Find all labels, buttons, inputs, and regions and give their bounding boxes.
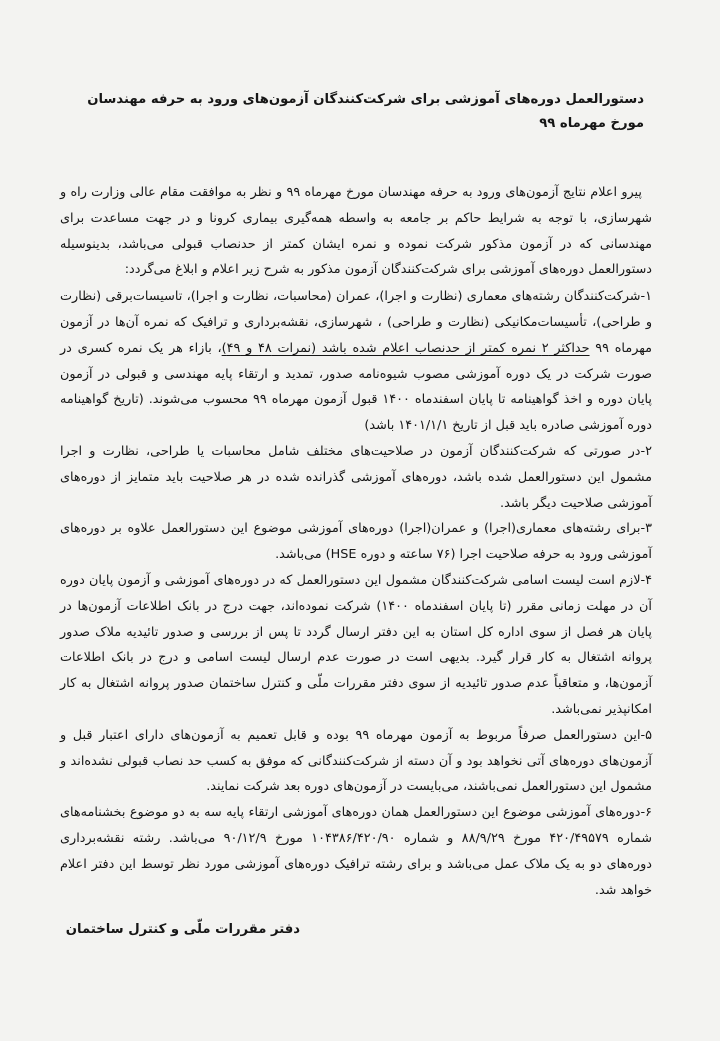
list-item xyxy=(60,568,652,723)
signature-office: دفتر مقررات ملّی و کنترل ساختمان xyxy=(65,922,300,937)
item-number: ۴- xyxy=(640,572,652,588)
item-number: ۵- xyxy=(640,727,652,743)
list-item xyxy=(60,516,652,568)
list-item xyxy=(60,800,652,903)
list-item xyxy=(60,284,652,439)
list-item xyxy=(60,723,652,800)
item-number: ۲- xyxy=(640,443,652,459)
item-text: دوره‌های آموزشی موضوع این دستورالعمل همان دوره‌های آموزشی ارتقاء پایه سه به دو موضوع بخشنامه‌های شماره ۴۲۰/۴۹۵۷۹ مورخ ۸۸/۹/۲۹ و شماره ۱۰۴۳۸۶/۴۲۰/۹۰ مورخ ۹۰/۱۲/۹ می‌باشد. رشته نقشه‌برداری دوره‌های دو به یک ملاک عمل می‌باشد و برای رشته ترافیک دوره‌های آموزشی مورد نظر توسط این دفتر اعلام خواهد شد. xyxy=(60,805,652,898)
item-number: ۱- xyxy=(640,289,652,305)
list-item xyxy=(60,439,652,516)
item-text: شرکت‌کنندگان رشته‌های معماری (نظارت و اجرا)، عمران (محاسبات، نظارت و اجرا)، تاسیسات‌برقی (نظارت و طراحی)، تأسیسات‌مکانیکی (نظارت و طراحی) ، شهرسازی، نقشه‌برداری و ترافیک که نمره آن‌ها در آزمون مهرماه ۹۹ xyxy=(60,289,653,356)
intro-paragraph: پیرو اعلام نتایج آزمون‌های ورود به حرفه مهندسان مورخ مهرماه ۹۹ و نظر به موافقت مقام عالی وزارت راه و شهرسازی، با توجه به شرایط حاکم بر جامعه به واسطه همه‌گیری بیماری کرونا و در جهت مساعدت برای مهندسانی که در آزمون مذکور شرکت نموده و نمره ایشان کمتر از حدنصاب قبولی می‌باشد، بدینوسیله دستورالعمل دوره‌های آموزشی برای شرکت‌کنندگان آزمون مذکور به شرح زیر اعلام و ابلاغ می‌گردد: xyxy=(60,185,652,278)
item-text: برای رشته‌های معماری(اجرا) و عمران(اجرا) دوره‌های آموزشی موضوع این دستورالعمل علاوه بر دوره‌های آموزشی ورود به حرفه صلاحیت اجرا (۷۶ ساعته و دوره HSE) می‌باشد. xyxy=(60,521,652,563)
document-title: دستورالعمل دوره‌های آموزشی برای شرکت‌کنندگان آزمون‌های ورود به حرفه مهندسان مورخ مهرماه ۹۹ xyxy=(87,92,644,131)
item-text: در صورتی که شرکت‌کنندگان آزمون در صلاحیت‌های مختلف شامل محاسبات یا طراحی، نظارت و اجرا مشمول این دستورالعمل شده باشد، دوره‌های آموزشی گذرانده شده در هر صلاحیت باید متمایز از دوره‌های آموزشی صلاحیت دیگر باشد. xyxy=(60,443,652,511)
item-number: ۳- xyxy=(640,521,652,537)
item-text: این دستورالعمل صرفاً مربوط به آزمون مهرماه ۹۹ بوده و قابل تعمیم به آزمون‌های دارای اعتبار قبل و آزمون‌های دوره‌های آتی نخواهد بود و آن دسته از شرکت‌کنندگانی که موفق به کسب حد نصاب قبولی نشده‌اند و مشمول این دستورالعمل نمی‌باشند، می‌بایست در آزمون‌های دوره بعد شرکت نمایند. xyxy=(60,727,652,795)
item-text: لازم است لیست اسامی شرکت‌کنندگان مشمول این دستورالعمل که در دوره‌های آموزشی و آزمون پایان دوره آن در مهلت زمانی مقرر (تا پایان اسفندماه ۱۴۰۰) شرکت نموده‌اند، جهت درج در بانک اطلاعات آزمون‌ها در پایان هر فصل از سوی اداره کل استان به این دفتر ارسال گردد تا پس از بررسی و صدور تائیدیه ملاک صدور پروانه اشتغال به کار قرار گیرد. بدیهی است در صورت عدم ارسال لیست اسامی و درج در بانک اطلاعات آزمون‌ها، و متعاقباً عدم صدور تائیدیه از سوی دفتر مقررات ملّی و کنترل ساختمان صدور پروانه اشتغال به کار امکانپذیر نمی‌باشد. xyxy=(60,572,652,717)
item-text: ، بازاء هر یک نمره کسری در صورت شرکت در یک دوره آموزشی مصوب شیوه‌نامه صدور، تمدید و ارتقاء پایه مهندسی و قبولی در آزمون پایان دوره و اخذ گواهینامه تا پایان اسفندماه ۱۴۰۰ قبول آزمون مهرماه ۹۹ محسوب می‌شوند. (تاریخ گواهینامه دوره آموزشی صادره باید قبل از تاریخ ۱۴۰۱/۱/۱ باشد) xyxy=(60,340,652,434)
document-body xyxy=(60,180,652,903)
item-number: ۶- xyxy=(640,805,652,821)
underlined-text: حداکثر ۲ نمره کمتر از حدنصاب اعلام شده باشد (نمرات ۴۸ و ۴۹) xyxy=(221,340,590,356)
